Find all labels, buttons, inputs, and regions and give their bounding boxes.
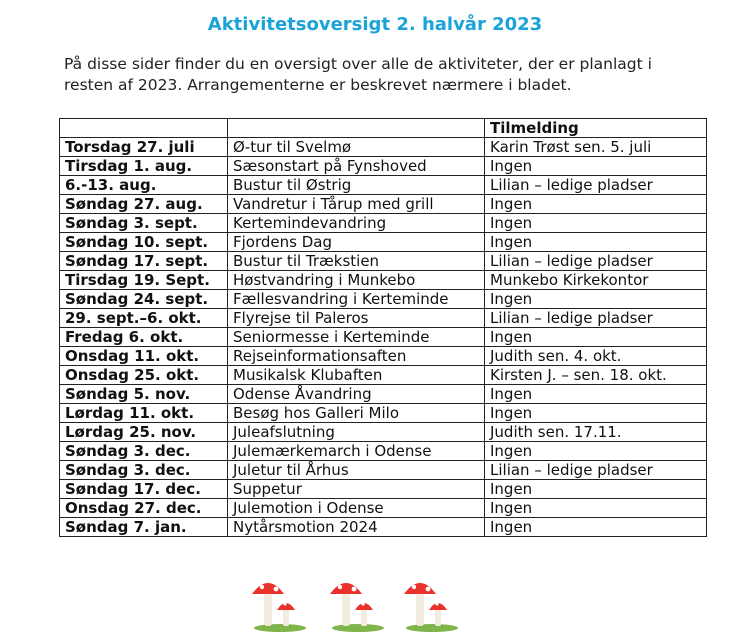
table-row <box>60 423 707 442</box>
cell-registration: Ingen <box>485 442 707 461</box>
cell-date: Søndag 3. sept. <box>60 214 228 233</box>
cell-date: Søndag 10. sept. <box>60 233 228 252</box>
cell-date: Søndag 3. dec. <box>60 461 228 480</box>
table-row <box>60 233 707 252</box>
cell-activity: Julemotion i Odense <box>228 499 485 518</box>
table-row <box>60 214 707 233</box>
cell-date: Søndag 5. nov. <box>60 385 228 404</box>
cell-date: 29. sept.–6. okt. <box>60 309 228 328</box>
cell-date: Søndag 17. sept. <box>60 252 228 271</box>
cell-activity: Julemærkemarch i Odense <box>228 442 485 461</box>
cell-registration: Judith sen. 17.11. <box>485 423 707 442</box>
cell-registration: Ingen <box>485 518 707 537</box>
cell-activity: Sæsonstart på Fynshoved <box>228 157 485 176</box>
cell-registration: Lilian – ledige pladser <box>485 309 707 328</box>
cell-date: Onsdag 27. dec. <box>60 499 228 518</box>
cell-registration: Ingen <box>485 214 707 233</box>
cell-activity: Bustur til Østrig <box>228 176 485 195</box>
cell-registration: Lilian – ledige pladser <box>485 461 707 480</box>
table-row <box>60 499 707 518</box>
cell-activity: Vandretur i Tårup med grill <box>228 195 485 214</box>
cell-activity: Musikalsk Klubaften <box>228 366 485 385</box>
cell-activity: Høstvandring i Munkebo <box>228 271 485 290</box>
mushroom-icon <box>252 579 306 632</box>
table-row <box>60 309 707 328</box>
cell-registration: Ingen <box>485 385 707 404</box>
table-row <box>60 385 707 404</box>
table-row <box>60 290 707 309</box>
cell-registration: Ingen <box>485 499 707 518</box>
activity-table <box>59 118 707 537</box>
cell-registration: Ingen <box>485 157 707 176</box>
table-row <box>60 480 707 499</box>
page-title: Aktivitetsoversigt 2. halvår 2023 <box>207 14 543 35</box>
cell-registration: Ingen <box>485 404 707 423</box>
cell-date: 6.-13. aug. <box>60 176 228 195</box>
cell-activity: Ø-tur til Svelmø <box>228 138 485 157</box>
mushroom-icon <box>404 579 458 632</box>
table-row <box>60 328 707 347</box>
table-header-row <box>60 119 707 138</box>
cell-registration: Kirsten J. – sen. 18. okt. <box>485 366 707 385</box>
table-row <box>60 252 707 271</box>
cell-activity: Kertemindevandring <box>228 214 485 233</box>
table-row <box>60 195 707 214</box>
mushroom-decoration <box>250 570 470 632</box>
table-row <box>60 366 707 385</box>
cell-date: Lørdag 25. nov. <box>60 423 228 442</box>
cell-registration: Judith sen. 4. okt. <box>485 347 707 366</box>
mushroom-icon <box>330 579 384 632</box>
cell-date: Søndag 17. dec. <box>60 480 228 499</box>
cell-activity: Fællesvandring i Kerteminde <box>228 290 485 309</box>
cell-date: Lørdag 11. okt. <box>60 404 228 423</box>
header-registration: Tilmelding <box>485 119 707 138</box>
cell-registration: Ingen <box>485 195 707 214</box>
cell-date: Torsdag 27. juli <box>60 138 228 157</box>
table-row <box>60 442 707 461</box>
cell-activity: Suppetur <box>228 480 485 499</box>
cell-activity: Seniormesse i Kerteminde <box>228 328 485 347</box>
table-row <box>60 271 707 290</box>
cell-date: Søndag 7. jan. <box>60 518 228 537</box>
cell-date: Onsdag 11. okt. <box>60 347 228 366</box>
cell-registration: Ingen <box>485 233 707 252</box>
cell-activity: Nytårsmotion 2024 <box>228 518 485 537</box>
cell-activity: Flyrejse til Paleros <box>228 309 485 328</box>
cell-date: Søndag 27. aug. <box>60 195 228 214</box>
cell-activity: Fjordens Dag <box>228 233 485 252</box>
table-body <box>60 138 707 537</box>
cell-activity: Juleafslutning <box>228 423 485 442</box>
cell-date: Søndag 3. dec. <box>60 442 228 461</box>
table-row <box>60 518 707 537</box>
cell-registration: Ingen <box>485 290 707 309</box>
cell-date: Tirsdag 19. Sept. <box>60 271 228 290</box>
cell-date: Fredag 6. okt. <box>60 328 228 347</box>
cell-activity: Besøg hos Galleri Milo <box>228 404 485 423</box>
table-row <box>60 138 707 157</box>
cell-activity: Odense Åvandring <box>228 385 485 404</box>
table-row <box>60 157 707 176</box>
cell-date: Søndag 24. sept. <box>60 290 228 309</box>
table-row <box>60 404 707 423</box>
cell-registration: Munkebo Kirkekontor <box>485 271 707 290</box>
cell-date: Tirsdag 1. aug. <box>60 157 228 176</box>
cell-registration: Lilian – ledige pladser <box>485 252 707 271</box>
intro-text: På disse sider finder du en oversigt over alle de aktiviteter, der er planlagt i resten af 2023. Arrangementerne er beskrevet nærmere i bladet. <box>64 55 652 94</box>
cell-date: Onsdag 25. okt. <box>60 366 228 385</box>
cell-registration: Ingen <box>485 480 707 499</box>
cell-registration: Karin Trøst sen. 5. juli <box>485 138 707 157</box>
cell-activity: Juletur til Århus <box>228 461 485 480</box>
table-row <box>60 461 707 480</box>
cell-registration: Ingen <box>485 328 707 347</box>
cell-activity: Rejseinformationsaften <box>228 347 485 366</box>
cell-registration: Lilian – ledige pladser <box>485 176 707 195</box>
header-date <box>60 119 228 138</box>
table-row <box>60 347 707 366</box>
table-row <box>60 176 707 195</box>
header-activity <box>228 119 485 138</box>
cell-activity: Bustur til Trækstien <box>228 252 485 271</box>
